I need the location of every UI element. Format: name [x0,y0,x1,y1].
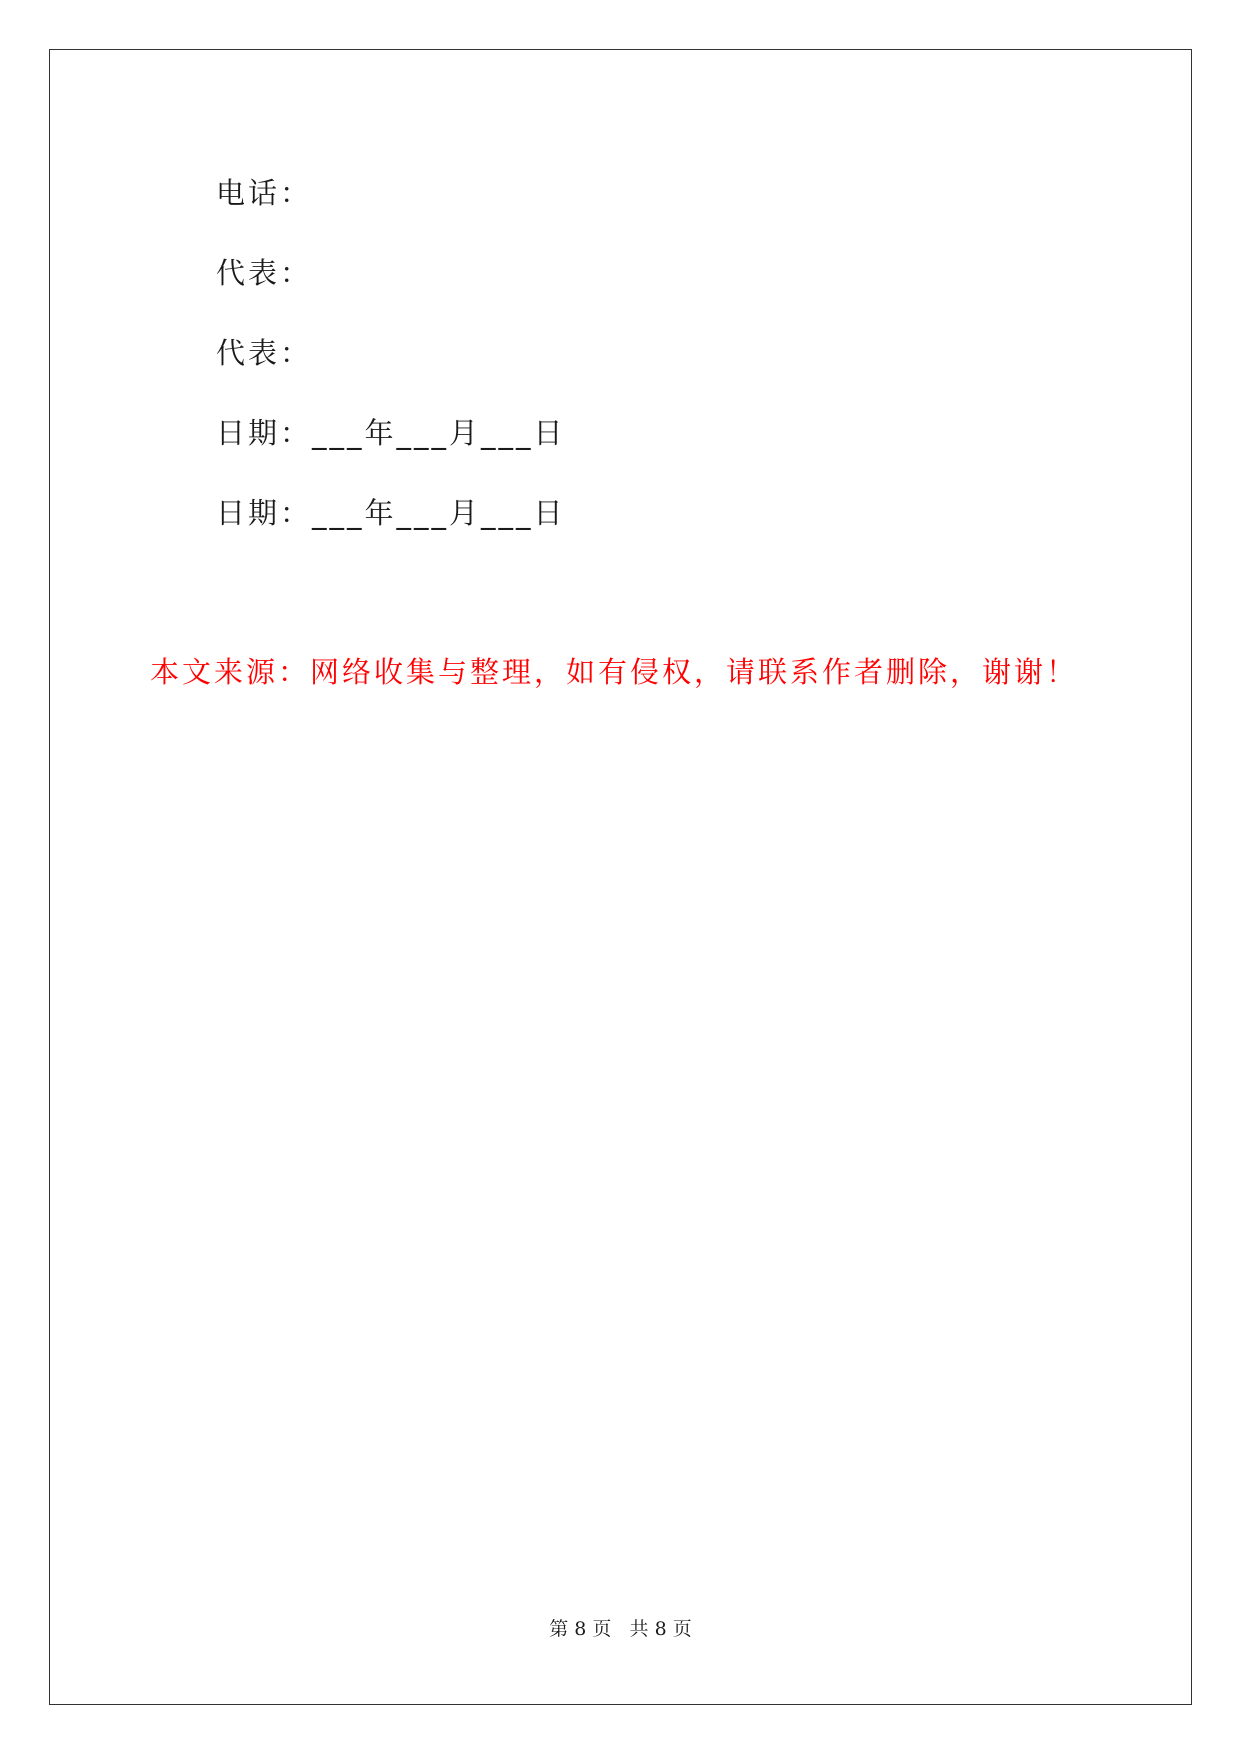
representative-field-label: 代表： [216,256,313,290]
representative-field-label-second: 代表： [216,336,313,370]
date-field-label-second: 日期：___年___月___日 [216,496,566,530]
date-field-label: 日期：___年___月___日 [216,416,566,450]
source-notice: 本文来源：网络收集与整理，如有侵权，请联系作者删除，谢谢！ [150,655,1079,689]
phone-field-label: 电话： [216,176,313,210]
page-number-footer: 第 8 页 共 8 页 [549,1618,692,1640]
page-frame [49,49,1192,1705]
